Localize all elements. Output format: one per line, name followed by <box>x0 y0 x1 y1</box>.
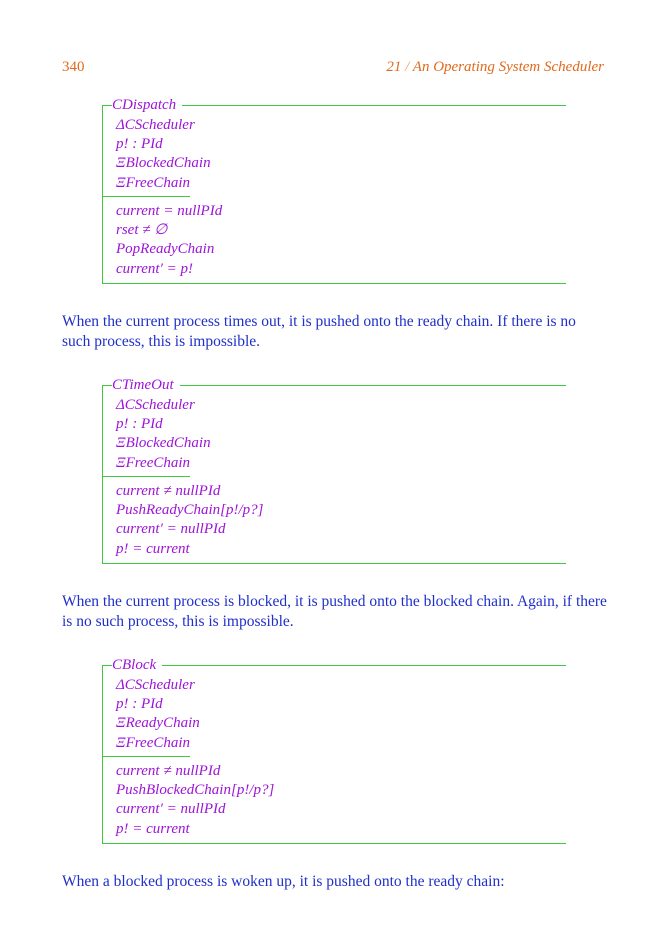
schema-predicate: PushReadyChain[p!/p?] <box>116 502 264 518</box>
schema-declaration: p! : PId <box>116 416 163 432</box>
title-separator: / <box>405 59 410 75</box>
schema-bottom-rule <box>102 843 566 844</box>
schema-name: CDispatch <box>112 96 182 114</box>
schema-name: CBlock <box>112 656 162 674</box>
paragraph: When the current process times out, it is pushed onto the ready chain. If there is no such process, this is impossible. <box>62 313 576 350</box>
schema-predicate: rset ≠ ∅ <box>116 222 168 238</box>
schema-predicate: current ≠ nullPId <box>116 763 221 779</box>
schema-predicate: p! = current <box>116 821 190 837</box>
schema-declaration: ΔCScheduler <box>116 117 195 133</box>
schema-separator <box>102 196 190 197</box>
schema-predicate: current′ = p! <box>116 261 193 277</box>
schema-declaration: p! : PId <box>116 696 163 712</box>
schema-left-bar <box>102 385 103 563</box>
chapter-number: 21 <box>386 59 402 75</box>
schema-predicate: PopReadyChain <box>116 241 215 257</box>
schema-cdispatch <box>102 96 566 288</box>
schema-predicate: current = nullPId <box>116 203 223 219</box>
chapter-title: An Operating System Scheduler <box>412 59 604 75</box>
schema-predicate: current ≠ nullPId <box>116 483 221 499</box>
schema-declaration: ΞBlockedChain <box>116 155 211 171</box>
schema-cblock <box>102 656 566 848</box>
schema-declaration: ΔCScheduler <box>116 397 195 413</box>
schema-predicate: p! = current <box>116 541 190 557</box>
running-title <box>386 59 604 76</box>
schema-left-bar <box>102 665 103 843</box>
schema-bottom-rule <box>102 563 566 564</box>
page-header <box>62 59 604 77</box>
schema-declaration: ΞReadyChain <box>116 715 200 731</box>
schema-declaration: ΞFreeChain <box>116 175 191 191</box>
schema-declaration: ΞFreeChain <box>116 455 191 471</box>
schema-predicate: current′ = nullPId <box>116 801 226 817</box>
schema-predicate: PushBlockedChain[p!/p?] <box>116 782 275 798</box>
schema-declaration: ΔCScheduler <box>116 677 195 693</box>
schema-separator <box>102 476 190 477</box>
schema-bottom-rule <box>102 283 566 284</box>
schema-separator <box>102 756 190 757</box>
paragraph: When the current process is blocked, it is pushed onto the blocked chain. Again, if there is no such process, this is impossible. <box>62 593 607 630</box>
schema-top-rule <box>102 665 566 666</box>
schema-declaration: ΞBlockedChain <box>116 435 211 451</box>
schema-declaration: ΞFreeChain <box>116 735 191 751</box>
schema-predicate: current′ = nullPId <box>116 521 226 537</box>
schema-declaration: p! : PId <box>116 136 163 152</box>
schema-ctimeout <box>102 376 566 568</box>
paragraph: When a blocked process is woken up, it is pushed onto the ready chain: <box>62 873 505 890</box>
schema-left-bar <box>102 105 103 283</box>
page-number: 340 <box>62 59 85 75</box>
schema-name: CTimeOut <box>112 376 180 394</box>
